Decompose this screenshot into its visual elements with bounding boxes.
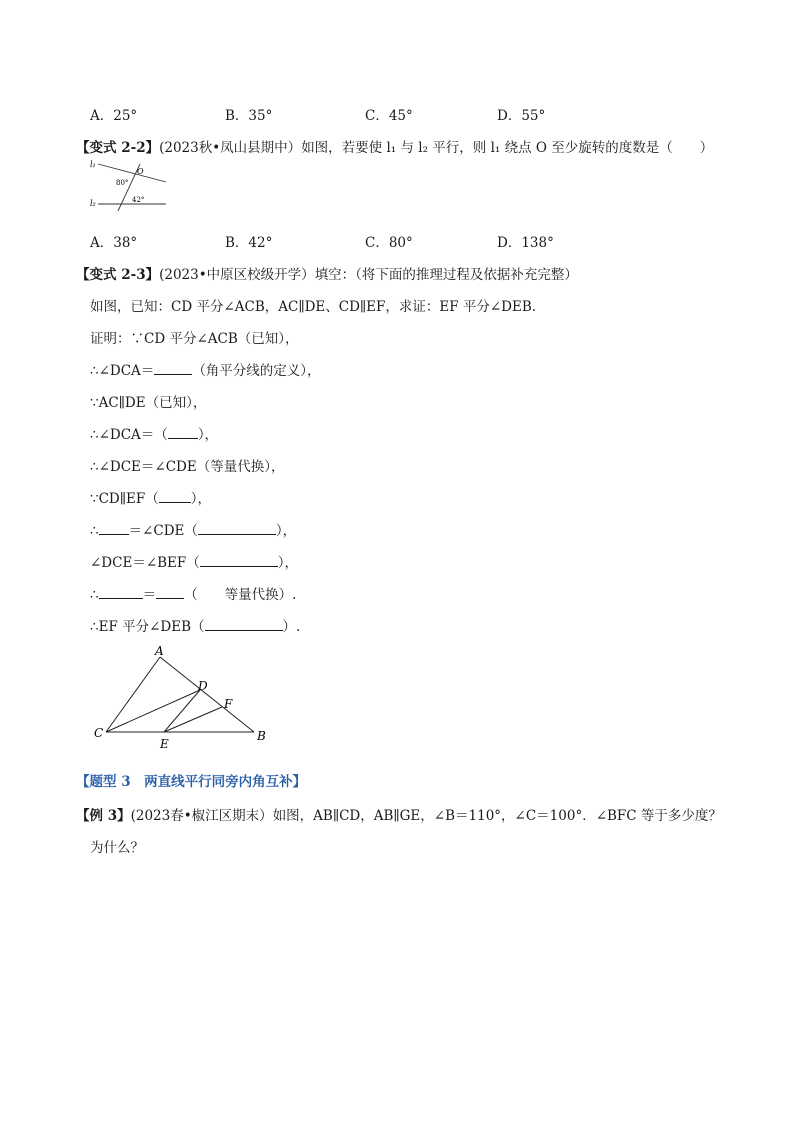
question-text: 如图，若要使 l₁ 与 l₂ 平行，则 l₁ 绕点 O 至少旋转的度数是（ ）: [301, 140, 714, 156]
question-tag: 【变式 2-2】: [76, 140, 160, 156]
question-tag: 【例 3】: [76, 808, 131, 824]
proof-line-3: ∵AC∥DE（已知），: [90, 395, 207, 411]
proof-text: ∴: [90, 523, 99, 539]
proof-text: （ 等量代换）.: [184, 587, 297, 603]
segment-ef: [164, 707, 222, 732]
label-e: E: [160, 737, 169, 751]
label-f: F: [224, 697, 233, 711]
proof-text: ＝: [142, 587, 157, 603]
proof-line-5: ∴∠DCE＝∠CDE（等量代换），: [90, 459, 285, 475]
triangle-figure: [88, 645, 278, 755]
label-c: C: [94, 726, 104, 740]
question-2-3: [76, 263, 578, 283]
proof-text: ∵CD∥EF（: [90, 491, 159, 507]
label-a: A: [155, 645, 164, 658]
option-c: C．45°: [365, 108, 413, 124]
proof-line-4: [90, 423, 218, 443]
answer-blank[interactable]: [200, 552, 278, 567]
question-2-2: [76, 136, 713, 156]
answer-blank[interactable]: [154, 360, 192, 375]
option-b: B．42°: [225, 235, 273, 251]
line-l1: [98, 164, 166, 182]
section-title: 【题型 3 两直线平行同旁内角互补】: [76, 774, 307, 790]
label-angle-42: 42°: [132, 196, 145, 204]
example-3: [76, 804, 722, 824]
given-line: 如图，已知：CD 平分∠ACB，AC∥DE、CD∥EF，求证：EF 平分∠DEB.: [90, 299, 537, 315]
segment-ac: [106, 657, 160, 732]
answer-blank[interactable]: [159, 488, 191, 503]
label-b: B: [257, 729, 266, 743]
proof-line-7: [90, 519, 296, 539]
proof-line-1: 证明：∵CD 平分∠ACB（已知），: [90, 331, 299, 347]
answer-blank[interactable]: [205, 616, 283, 631]
proof-text: ∴∠DCA＝: [90, 363, 155, 379]
proof-text: ），: [190, 491, 211, 507]
question-source: (2023•中原区校级开学）: [159, 267, 315, 283]
option-d: D．55°: [497, 108, 546, 124]
question-text: 如图，AB∥CD，AB∥GE，∠B＝110°，∠C＝100°．∠BFC 等于多少度？: [272, 808, 722, 824]
proof-text: ＝∠CDE（: [128, 523, 198, 539]
option-d: D．138°: [497, 235, 554, 251]
option-b: B．35°: [225, 108, 273, 124]
proof-text: ）.: [282, 619, 301, 635]
question-source: (2023春•椒江区期末）: [130, 808, 273, 824]
answer-blank[interactable]: [168, 424, 198, 439]
answer-blank[interactable]: [198, 520, 276, 535]
answer-blank[interactable]: [99, 584, 143, 599]
option-c: C．80°: [365, 235, 413, 251]
proof-text: ∴EF 平分∠DEB（: [90, 619, 205, 635]
example-3-cont: 为什么？: [90, 840, 144, 856]
proof-line-8: [90, 551, 298, 571]
option-a: A．38°: [90, 235, 138, 251]
label-o: O: [137, 167, 144, 176]
proof-text: ∴∠DCA＝（: [90, 427, 168, 443]
answer-blank[interactable]: [156, 584, 184, 599]
proof-text: （角平分线的定义），: [192, 363, 321, 379]
proof-text: ），: [277, 555, 299, 571]
rotation-figure: [88, 156, 168, 212]
proof-text: ），: [197, 427, 219, 443]
question-source: (2023秋•凤山县期中）: [159, 140, 302, 156]
answer-blank[interactable]: [99, 520, 129, 535]
proof-text: ∠DCE＝∠BEF（: [90, 555, 200, 571]
label-angle-80: 80°: [116, 179, 129, 187]
label-d: D: [198, 679, 208, 693]
proof-line-2: [90, 359, 321, 379]
proof-text: ），: [275, 523, 297, 539]
proof-line-10: [90, 615, 300, 635]
question-title: 填空：（将下面的推理过程及依据补充完整）: [314, 267, 578, 283]
option-a: A．25°: [90, 108, 138, 124]
proof-text: ∴: [90, 587, 99, 603]
question-tag: 【变式 2-3】: [76, 267, 160, 283]
segment-de: [164, 690, 200, 732]
proof-line-9: [90, 583, 296, 603]
proof-line-6: [90, 487, 211, 507]
label-l1: l₁: [90, 160, 96, 169]
segment-cd: [106, 690, 200, 732]
label-l2: l₂: [90, 199, 96, 208]
